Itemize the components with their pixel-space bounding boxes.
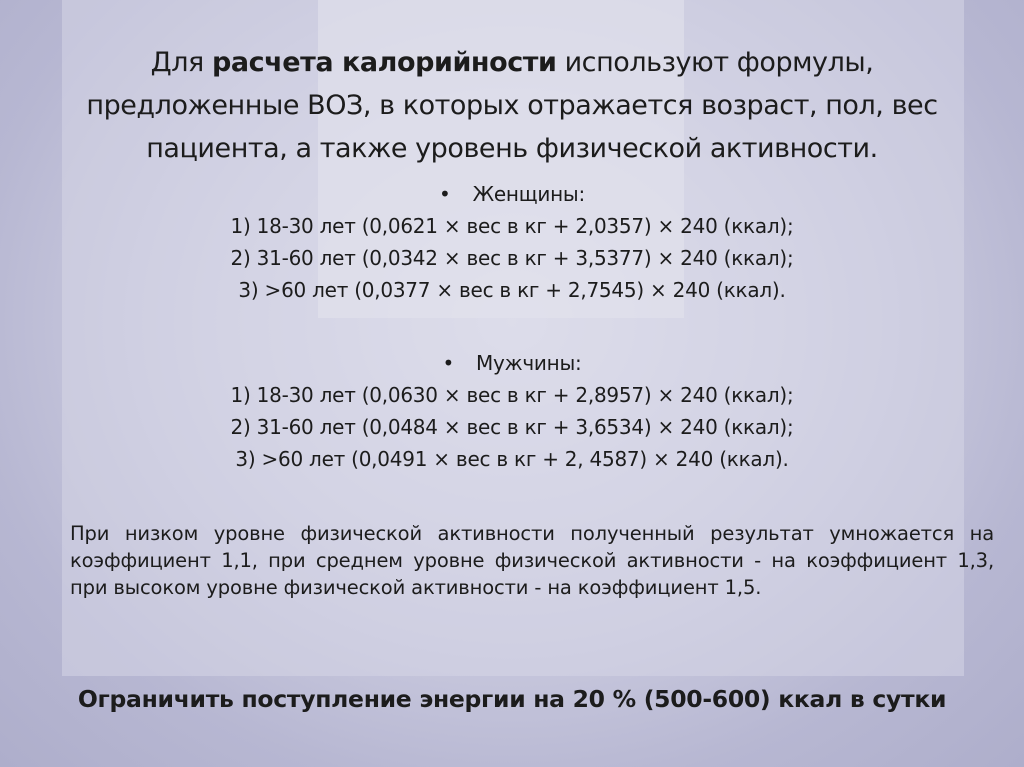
- women-formulas: [80, 178, 944, 306]
- men-formula-1: 1) 18-30 лет (0,0630 × вес в кг + 2,8957) × 240 (ккал);: [230, 383, 794, 407]
- intro-text-end: используют формулы, предложенные ВОЗ, в которых отражается возраст, пол, вес пациента, а также уровень физической активности.: [86, 47, 938, 164]
- men-formula-3: 3) >60 лет (0,0491 × вес в кг + 2, 4587) × 240 (ккал).: [235, 447, 789, 471]
- activity-note: При низком уровне физической активности полученный результат умножается на коэффициент 1,1, при среднем уровне физической активности - на коэффициент 1,3, при высоком уровне физической активности - на коэффициент 1,5.: [70, 522, 994, 599]
- men-formula-2: 2) 31-60 лет (0,0484 × вес в кг + 3,6534) × 240 (ккал);: [230, 415, 794, 439]
- men-formulas: [80, 347, 944, 475]
- men-heading-row: [80, 347, 944, 379]
- bullet-icon: •: [442, 351, 454, 375]
- intro-bold-term: расчета калорийности: [211, 47, 557, 78]
- women-formula-1: 1) 18-30 лет (0,0621 × вес в кг + 2,0357) × 240 (ккал);: [230, 214, 794, 238]
- women-formula-2: 2) 31-60 лет (0,0342 × вес в кг + 3,5377) × 240 (ккал);: [230, 246, 794, 270]
- men-heading: Мужчины:: [476, 351, 582, 375]
- women-formula-3: 3) >60 лет (0,0377 × вес в кг + 2,7545) × 240 (ккал).: [238, 278, 786, 302]
- women-heading-row: [80, 178, 944, 210]
- women-heading: Женщины:: [472, 182, 585, 206]
- bullet-icon: •: [439, 182, 451, 206]
- intro-text-start: Для: [150, 47, 212, 78]
- conclusion-text: Ограничить поступление энергии на 20 % (500-600) ккал в сутки: [77, 685, 947, 713]
- intro-paragraph: [70, 41, 954, 170]
